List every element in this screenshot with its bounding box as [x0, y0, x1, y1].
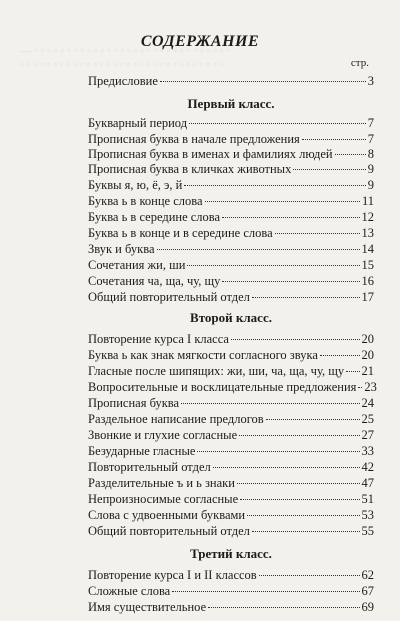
dot-leader — [208, 607, 359, 608]
toc-entry — [88, 241, 374, 257]
dot-leader — [172, 591, 359, 592]
dot-leader — [240, 499, 359, 500]
toc-entry-page: 24 — [361, 396, 374, 410]
toc-entry-title: Буква ь в конце и в середине слова — [88, 226, 273, 240]
dot-leader — [320, 355, 360, 356]
toc-entry-title: Прописная буква в кличках животных — [88, 162, 292, 176]
toc-entry-title: Предисловие — [88, 74, 158, 88]
dot-leader — [222, 281, 359, 282]
toc-entry-title: Буквы я, ю, ё, э, й — [88, 178, 183, 192]
toc-entry-page: 25 — [361, 412, 374, 426]
toc-entry-title: Буква ь в конце слова — [88, 194, 203, 208]
toc-entry — [88, 209, 374, 225]
dot-leader — [187, 265, 359, 266]
toc-entry-title: Буква ь как знак мягкости согласного звука — [88, 348, 318, 362]
toc-entry-title: Звук и буква — [88, 242, 155, 256]
toc-entry-preface — [88, 73, 374, 89]
toc-entry-title: Букварный период — [88, 116, 188, 130]
toc-entry-page: 13 — [361, 226, 374, 240]
toc-entry-page: 62 — [361, 568, 374, 582]
dot-leader — [252, 531, 360, 532]
toc-entry-title: Вопросительные и восклицательные предложения — [88, 380, 357, 394]
toc-entry — [88, 443, 374, 459]
page-column-label: стр. — [350, 57, 369, 69]
dot-leader — [213, 467, 360, 468]
toc-entry-title: Прописная буква в начале предложения — [88, 132, 300, 146]
toc-entry-page: 8 — [367, 147, 374, 161]
toc-entry — [88, 177, 374, 193]
toc-entry-page: 55 — [361, 524, 374, 538]
toc-entry — [88, 427, 374, 443]
toc-entry — [88, 491, 374, 507]
dot-leader — [160, 81, 366, 82]
toc-entry-page: 23 — [364, 380, 377, 394]
toc-entry-title: Безударные гласные — [88, 444, 196, 458]
toc-entry-page: 27 — [361, 428, 374, 442]
section-heading-grade-1: Первый класс. — [187, 96, 275, 111]
toc-entry — [88, 363, 374, 379]
toc-entry — [88, 523, 374, 539]
toc-entry-page: 12 — [361, 210, 374, 224]
dot-leader — [222, 217, 359, 218]
toc-entry — [88, 599, 374, 615]
toc-entry-page: 21 — [361, 364, 374, 378]
dot-leader — [197, 451, 359, 452]
toc-entry-page: 9 — [367, 162, 374, 176]
toc-entry-page: 3 — [367, 74, 374, 88]
contents-heading: СОДЕРЖАНИЕ — [140, 33, 260, 50]
toc-entry-page: 67 — [361, 584, 374, 598]
toc-entry-page: 20 — [361, 332, 374, 346]
toc-entry-title: Раздельное написание предлогов — [88, 412, 264, 426]
toc-entry-page: 11 — [361, 194, 374, 208]
toc-entry-page: 15 — [361, 258, 374, 272]
toc-entry-page: 16 — [361, 274, 374, 288]
dot-leader — [346, 371, 359, 372]
dot-leader — [266, 419, 360, 420]
toc-entry-page: 17 — [361, 290, 374, 304]
toc-entry-title: Прописная буква в именах и фамилиях людей — [88, 147, 333, 161]
dot-leader — [157, 249, 360, 250]
toc-entry — [88, 395, 374, 411]
dot-leader — [275, 233, 360, 234]
dot-leader — [237, 483, 360, 484]
dot-leader — [239, 435, 359, 436]
toc-entry — [88, 475, 374, 491]
toc-entry-title: Повторение курса I и II классов — [88, 568, 257, 582]
toc-entry — [88, 225, 374, 241]
toc-entry-title: Непроизносимые согласные — [88, 492, 239, 506]
toc-entry — [88, 347, 374, 363]
toc-entry-title: Буква ь в середине слова — [88, 210, 221, 224]
toc-entry — [88, 507, 374, 523]
toc-entry — [88, 567, 374, 583]
toc-entry-page: 53 — [361, 508, 374, 522]
toc-entry-page: 51 — [361, 492, 374, 506]
toc-entry-title: Повторение курса I класса — [88, 332, 229, 346]
toc-entry — [88, 161, 374, 177]
toc-entry — [88, 257, 374, 273]
toc-entry-page: 14 — [361, 242, 374, 256]
toc-entry-title: Сложные слова — [88, 584, 171, 598]
toc-entry-page: 20 — [361, 348, 374, 362]
toc-entry — [88, 411, 374, 427]
toc-entry-page: 33 — [361, 444, 374, 458]
toc-entry — [88, 193, 374, 209]
dot-leader — [302, 139, 366, 140]
toc-entry — [88, 146, 374, 162]
dot-leader — [252, 297, 360, 298]
toc-entry-title: Гласные после шипящих: жи, ши, ча, ща, чу, щу — [88, 364, 345, 378]
toc-entry-page: 47 — [361, 476, 374, 490]
toc-entry-title: Общий повторительный отдел — [88, 524, 250, 538]
dot-leader — [259, 575, 360, 576]
toc-entry-title: Имя существительное — [88, 600, 207, 614]
toc-entry — [88, 331, 374, 347]
dot-leader — [231, 339, 360, 340]
dot-leader — [293, 169, 365, 170]
toc-entry-title: Общий повторительный отдел — [88, 290, 250, 304]
section-heading-grade-2: Второй класс. — [190, 310, 272, 325]
toc-entry — [88, 273, 374, 289]
toc-entry-title: Слова с удвоенными буквами — [88, 508, 246, 522]
toc-entry-page: 9 — [367, 178, 374, 192]
toc-entry-page: 7 — [367, 116, 374, 130]
dot-leader — [181, 403, 359, 404]
toc-entry-page: 42 — [361, 460, 374, 474]
dot-leader — [189, 123, 366, 124]
dot-leader — [358, 387, 362, 388]
dot-leader — [335, 154, 366, 155]
section-heading-grade-3: Третий класс. — [190, 546, 272, 561]
toc-entry — [88, 379, 377, 395]
toc-entry — [88, 289, 374, 305]
toc-entry-title: Разделительные ъ и ь знаки — [88, 476, 235, 490]
dot-leader — [247, 515, 359, 516]
toc-entry-page: 69 — [361, 600, 374, 614]
show-through-text: — ◦ ◦ ◦ ◦ ◦ ◦ ◦ ◦ ◦ ◦ ◦ ◦ ◦ ◦ ◦ ◦ ◦ ◦ ◦ ◦ ◦ ◦ ◦ ◦ ◦ ◦ ◦ ◦ ◦ ◦ ◦ ◦ ◦ ◦ ◦ ◦ ◦ ◦ ◦ ◦ ◦ ◦ ◦ ◦ ◦ ◦ ◦ ◦ ◦ ◦ ◦ ◦ ◦ ◦ ◦ ◦ ◦ ◦ ◦ ◦ ◦ — [20, 45, 231, 71]
toc-entry-title: Сочетания ча, ща, чу, щу — [88, 274, 221, 288]
toc-entry — [88, 115, 374, 131]
toc-entry-title: Сочетания жи, ши — [88, 258, 186, 272]
toc-entry — [88, 131, 374, 147]
toc-entry — [88, 459, 374, 475]
toc-entry-page: 7 — [367, 132, 374, 146]
toc-entry-title: Звонкие и глухие согласные — [88, 428, 238, 442]
dot-leader — [205, 201, 360, 202]
toc-entry-title: Прописная буква — [88, 396, 180, 410]
toc-entry — [88, 583, 374, 599]
dot-leader — [184, 185, 365, 186]
toc-entry-title: Повторительный отдел — [88, 460, 211, 474]
